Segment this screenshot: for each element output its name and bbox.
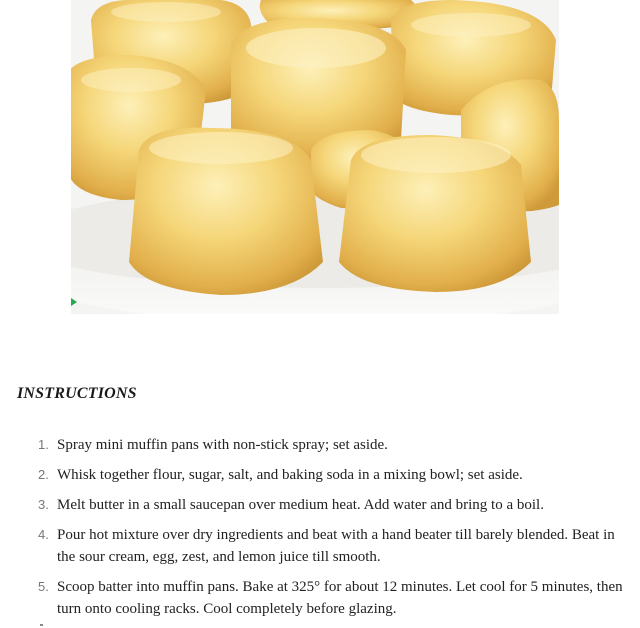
lemon-cakes-image [71,0,559,314]
instructions-heading: INSTRUCTIONS [17,385,137,402]
list-item [0,464,640,486]
step-number: 2. [38,467,49,482]
list-item [0,494,640,516]
step-number: 3. [38,497,49,512]
step-text: Pour hot mixture over dry ingredients and beat with a hand beater till barely blended. Beat in the sour cream, egg, zest, and lemon juice till smooth. [57,527,615,565]
recipe-photo [71,0,559,314]
list-item [0,434,640,456]
list-item [0,524,640,568]
step-text: Spray mini muffin pans with non-stick spray; set aside. [57,437,388,453]
instructions-list [0,434,640,628]
step-number: 4. [38,527,49,542]
step-number: 5. [38,579,49,594]
step-text: Melt butter in a small saucepan over medium heat. Add water and bring to a boil. [57,497,544,513]
step-text: Whisk together flour, sugar, salt, and baking soda in a mixing bowl; set aside. [57,467,523,483]
next-step-fragment [40,624,43,626]
list-item [0,576,640,620]
step-text: Scoop batter into muffin pans. Bake at 325° for about 12 minutes. Let cool for 5 minutes, then turn onto cooling racks. Cool completely before glazing. [57,579,623,617]
cake-group [71,0,559,295]
step-number: 1. [38,437,49,452]
